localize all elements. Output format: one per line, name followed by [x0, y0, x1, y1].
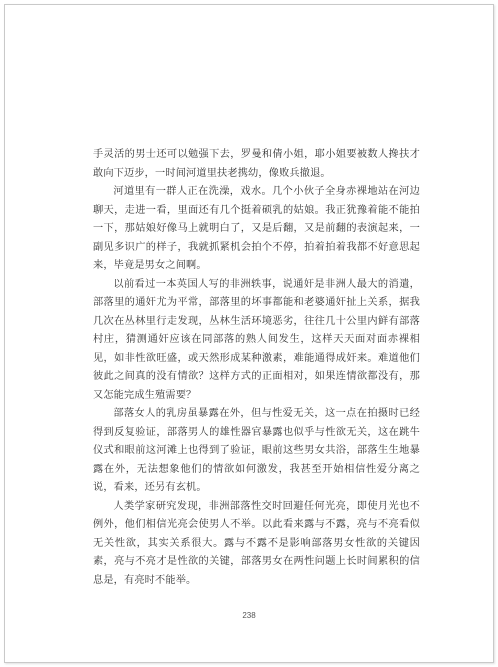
paragraph-5: 人类学家研究发现，非洲部落性交时回避任何光亮，即使月光也不例外，他们相信光亮会使男人不举。以此看来露与不露，亮与不亮看似无关性欲，其实关系很大。露与不露不是影响部落男女性欲的关键因素，亮与不亮才是性欲的关键，部落男女在两性问题上长时间累积的信息是，有亮时不能举。: [93, 500, 420, 586]
page: [4, 4, 494, 663]
paragraph-4: 部落女人的乳房虽暴露在外，但与性爱无关，这一点在拍摄时已经得到反复验证，部落男人的雄性器官暴露也似乎与性欲无关，这在跳牛仪式和眼前这河滩上也得到了验证，眼前这些男女共浴，部落生生地暴露在外，无法想象他们的情欲如何激发，我甚至开始相信性爱分离之说，看来，还另有玄机。: [93, 408, 420, 493]
paragraph-3: 以前看过一本英国人写的非洲轶事，说通奸是非洲人最大的消遣，部落里的通奸尤为平常，部落里的坏事都能和老婆通奸扯上关系，据我几次在丛林里行走发现，丛林生活环境恶劣，往往几十公里内鲜有部落村庄，猜测通奸应该在同部落的熟人间发生，这样天天面对面赤裸相见，如非性欲旺盛，或天然形成某种激素，难能通得成奸来。难道他们彼此之间真的没有情欲？这样方式的正面相对，如果连情欲都没有，那又怎能完成生殖需要？: [93, 278, 420, 401]
paragraph-1: 手灵活的男士还可以勉强下去，罗曼和倩小姐，耶小姐要被数人搀扶才敢向下迈步，一时间河道里扶老携幼，像败兵撤退。: [93, 149, 420, 179]
page-number: 238: [242, 611, 256, 620]
paragraph-2: 河道里有一群人正在洗澡，戏水。几个小伙子全身赤裸地站在河边聊天，走进一看，里面还有几个挺着硕乳的姑娘。我正犹豫着能不能拍一下，那姑娘好像马上就明白了，又是后翻，又是前翻的表演起来，一副见多识广的样子，我就抓紧机会拍个不停，拍着拍着我都不好意思起来，毕竟是男女之间啊。: [93, 186, 420, 271]
body-text: [93, 146, 420, 590]
